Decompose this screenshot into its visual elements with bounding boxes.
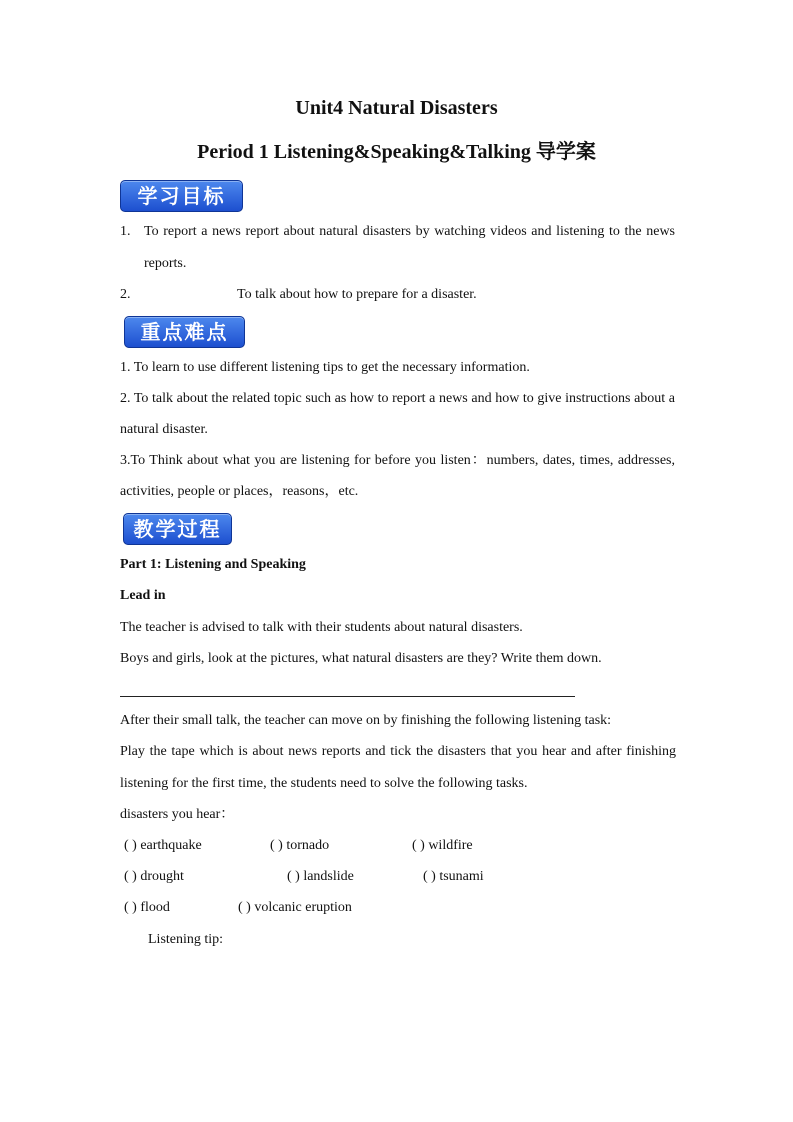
- page-subtitle: Period 1 Listening&Speaking&Talking 导学案: [197, 141, 596, 163]
- disasters-label: disasters you hear：: [120, 807, 235, 822]
- option-landslide: ( ) landslide: [287, 869, 354, 884]
- objective-1-number: 1.: [120, 224, 131, 239]
- key-point-2-line-2: natural disaster.: [120, 422, 208, 437]
- lead-in-heading: Lead in: [120, 588, 166, 603]
- key-point-1: 1. To learn to use different listening tips to get the necessary information.: [120, 360, 530, 375]
- option-tornado: ( ) tornado: [270, 838, 330, 853]
- key-point-3-line-2: activities, people or places，reasons，etc.: [120, 484, 359, 499]
- objective-1-line-2: reports.: [144, 256, 187, 271]
- objective-2-text: To talk about how to prepare for a disaster.: [237, 287, 477, 302]
- key-points-badge: 重点难点: [124, 316, 245, 348]
- paragraph-1: The teacher is advised to talk with their students about natural disasters.: [120, 620, 523, 635]
- part1-heading: Part 1: Listening and Speaking: [120, 557, 306, 572]
- key-point-2-line-1: 2. To talk about the related topic such as how to report a news and how to give instructions about a: [120, 391, 675, 406]
- paragraph-4-line-1: Play the tape which is about news reports and tick the disasters that you hear and after finishing: [120, 744, 676, 759]
- page-title: Unit4 Natural Disasters: [295, 97, 498, 119]
- key-point-3-line-1: 3.To Think about what you are listening for before you listen：numbers, dates, times, addresses,: [120, 453, 675, 468]
- listening-tip: Listening tip:: [148, 932, 224, 947]
- answer-line: [120, 696, 575, 697]
- option-wildfire: ( ) wildfire: [412, 838, 473, 853]
- objective-1-line-1: To report a news report about natural disasters by watching videos and listening to the news: [144, 224, 675, 239]
- objective-2-number: 2.: [120, 287, 131, 302]
- objectives-badge: 学习目标: [120, 180, 243, 212]
- paragraph-4-line-2: listening for the first time, the students need to solve the following tasks.: [120, 776, 528, 791]
- option-earthquake: ( ) earthquake: [124, 838, 202, 853]
- paragraph-3: After their small talk, the teacher can move on by finishing the following listening task:: [120, 713, 612, 728]
- option-flood: ( ) flood: [124, 900, 170, 915]
- option-volcanic-eruption: ( ) volcanic eruption: [238, 900, 352, 915]
- option-tsunami: ( ) tsunami: [423, 869, 484, 884]
- option-drought: ( ) drought: [124, 869, 184, 884]
- paragraph-2: Boys and girls, look at the pictures, what natural disasters are they? Write them down.: [120, 651, 602, 666]
- process-badge: 教学过程: [123, 513, 232, 545]
